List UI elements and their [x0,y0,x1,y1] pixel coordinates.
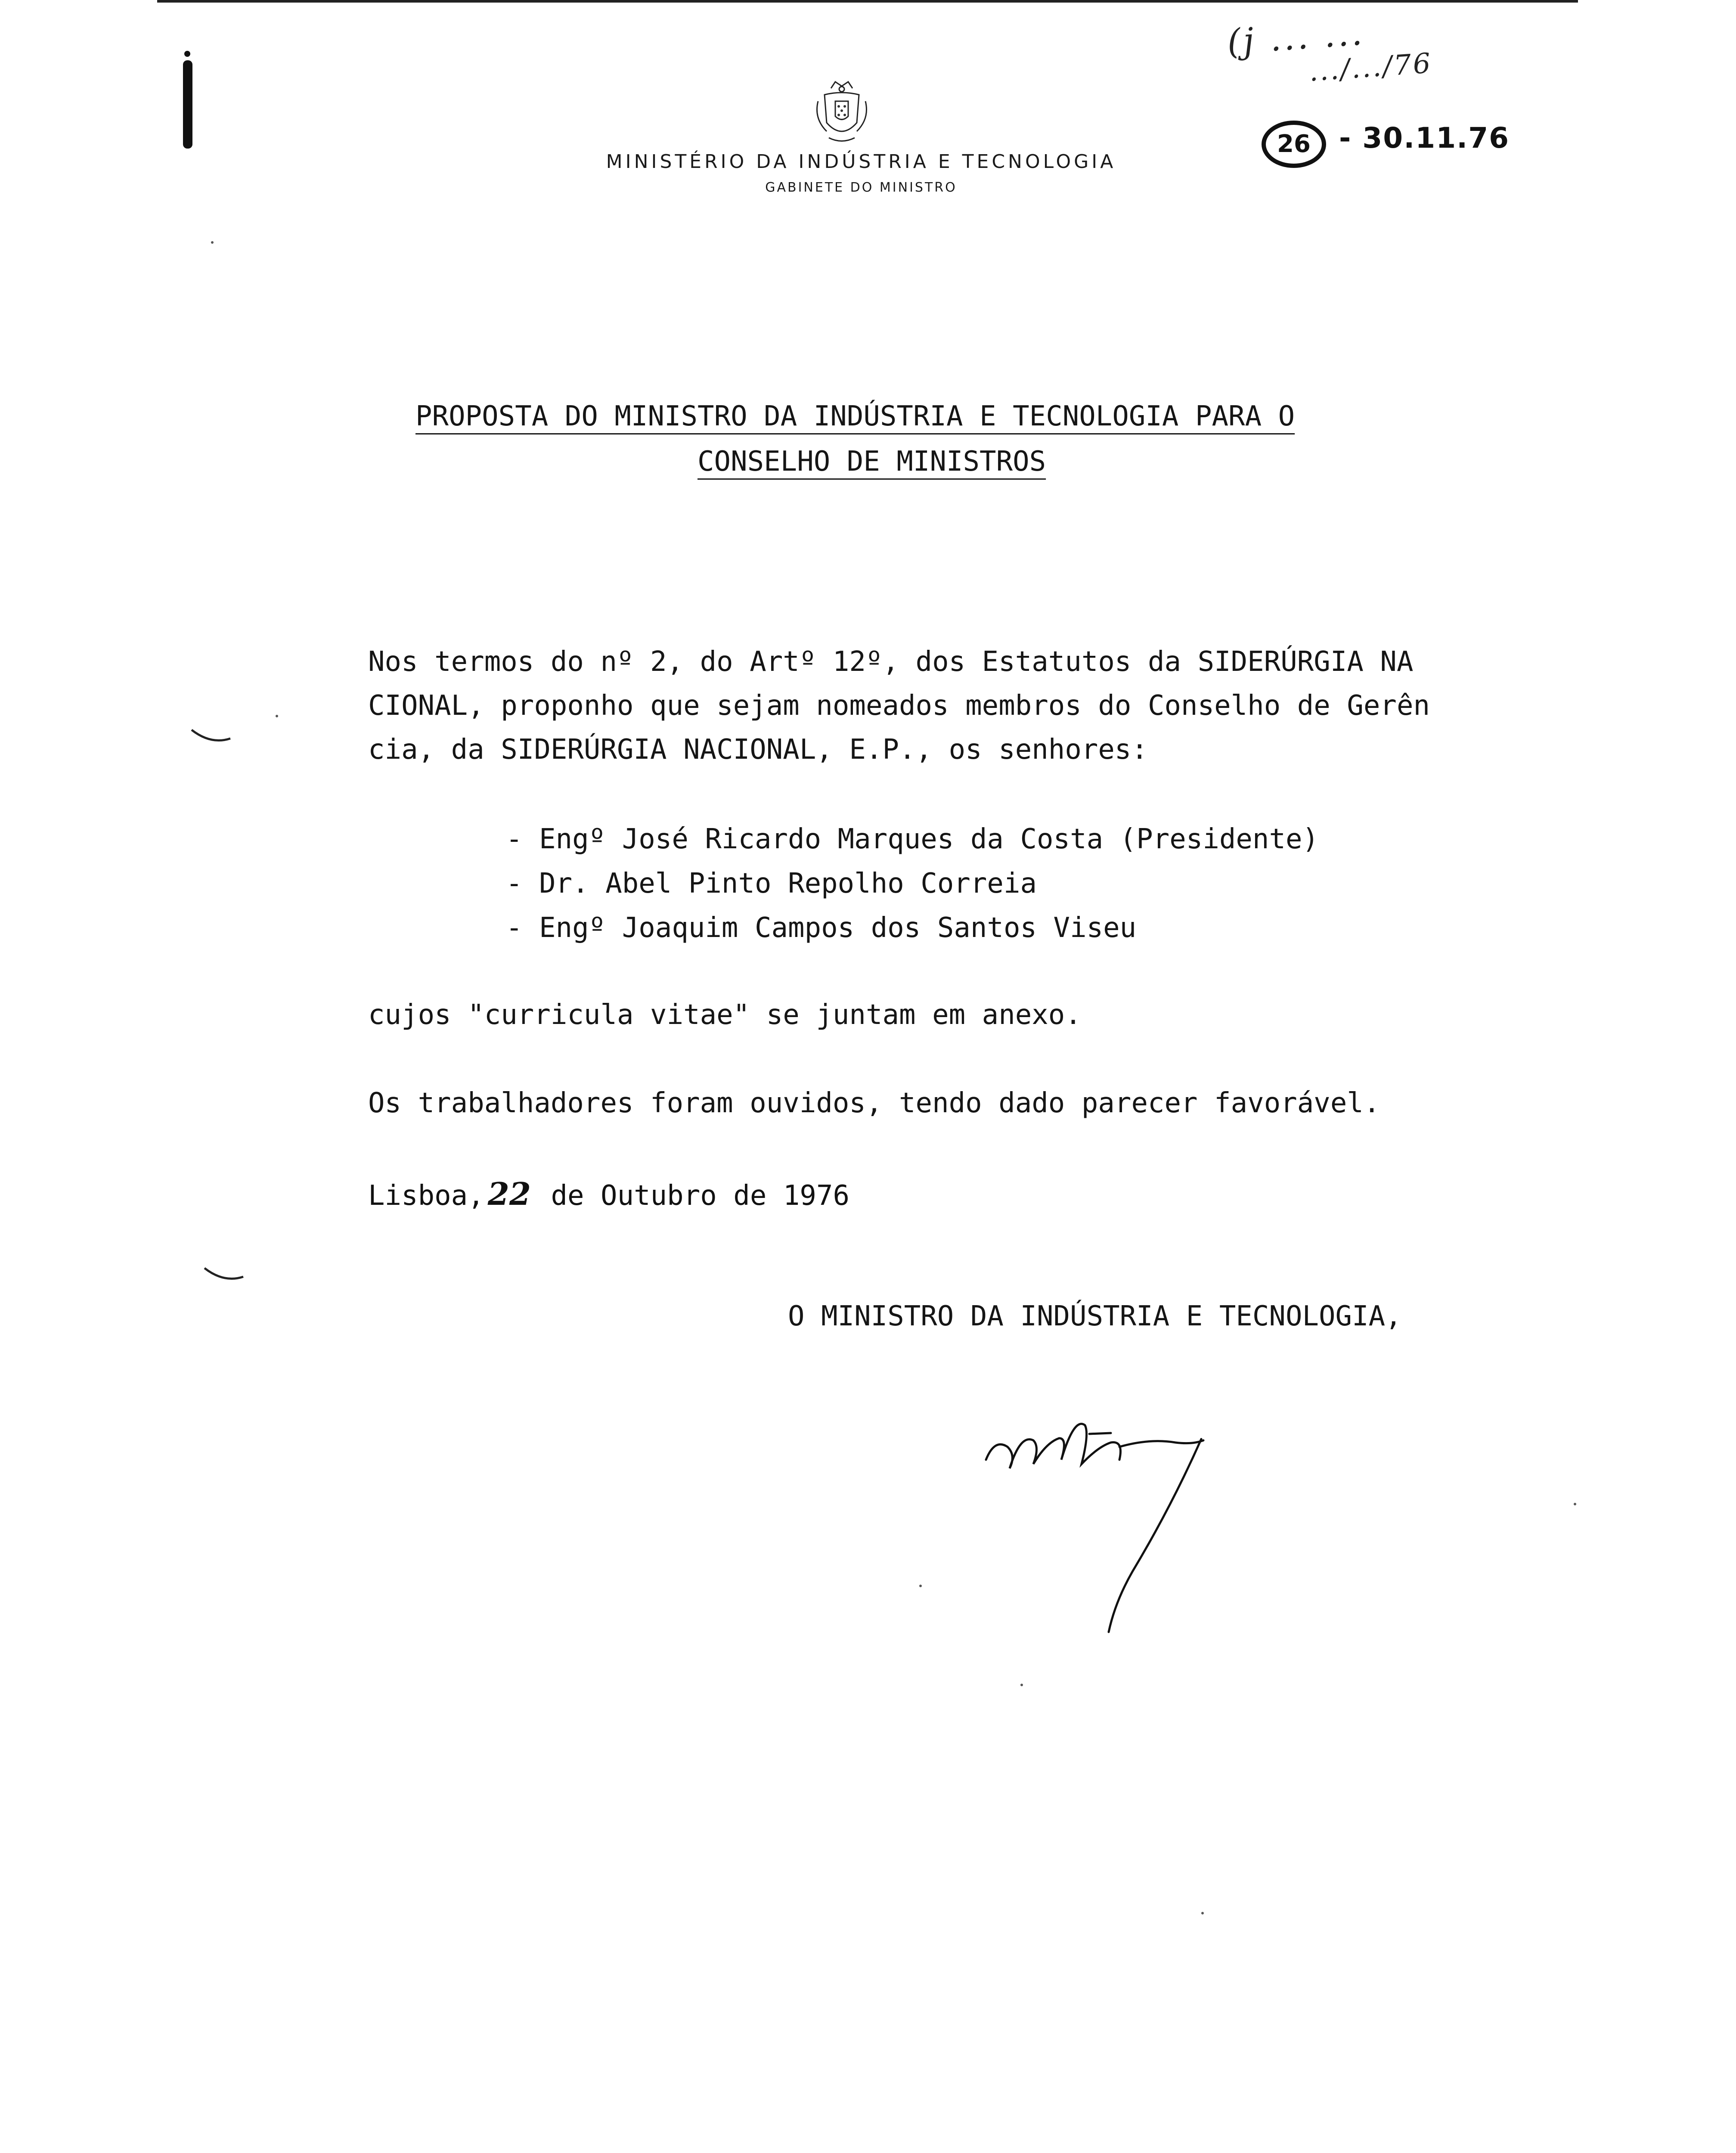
page-top-rule [157,0,1578,3]
document-title-line-2: CONSELHO DE MINISTROS [698,446,1046,478]
margin-tick-mark [202,1266,245,1283]
attachment-note: cujos "curricula vitae" se juntam em anexo. [368,999,1082,1031]
scan-speck [276,715,278,717]
workers-consultation-note: Os trabalhadores foram ouvidos, tendo dado parecer favorável. [368,1087,1380,1119]
minister-signature [969,1399,1244,1641]
body-text-line: Nos termos do nº 2, do Artº 12º, dos Estatutos da SIDERÚRGIA NA [368,646,1414,678]
place-date-line [368,1176,849,1212]
scan-speck [919,1585,922,1587]
circled-document-number: 26 [1262,121,1326,168]
scan-speck [1574,1503,1576,1505]
letterhead-cabinet: GABINETE DO MINISTRO [765,180,957,195]
date-place: Lisboa, [368,1180,484,1212]
nominee-list-item: - Engº José Ricardo Marques da Costa (Presidente) [506,823,1319,855]
coat-of-arms-icon [805,75,878,149]
signatory-title: O MINISTRO DA INDÚSTRIA E TECNOLOGIA, [788,1300,1402,1332]
nominee-list-item: - Dr. Abel Pinto Repolho Correia [506,868,1037,900]
scan-speck [1020,1684,1023,1686]
nominee-list-item: - Engº Joaquim Campos dos Santos Viseu [506,912,1137,944]
date-month-year: de Outubro de 1976 [534,1180,850,1212]
scan-speck [211,241,214,244]
scan-speck [1201,1912,1204,1914]
handwritten-note: (j ... ... [1226,12,1366,62]
margin-tick-mark [189,728,232,745]
body-text-line: CIONAL, proponho que sejam nomeados membros do Conselho de Gerên [368,690,1430,722]
handwritten-note-date: .../.../76 [1308,47,1433,88]
body-text-line: cia, da SIDERÚRGIA NACIONAL, E.P., os senhores: [368,734,1148,766]
handwritten-stamp-date: - 30.11.76 [1339,121,1510,155]
letterhead-ministry: MINISTÉRIO DA INDÚSTRIA E TECNOLOGIA [606,151,1116,173]
date-day-handwritten: 22 [487,1176,531,1212]
binder-hole-mark [184,51,190,57]
binder-bar-mark [183,60,192,149]
document-title-line-1: PROPOSTA DO MINISTRO DA INDÚSTRIA E TECNOLOGIA PARA O [415,400,1295,432]
